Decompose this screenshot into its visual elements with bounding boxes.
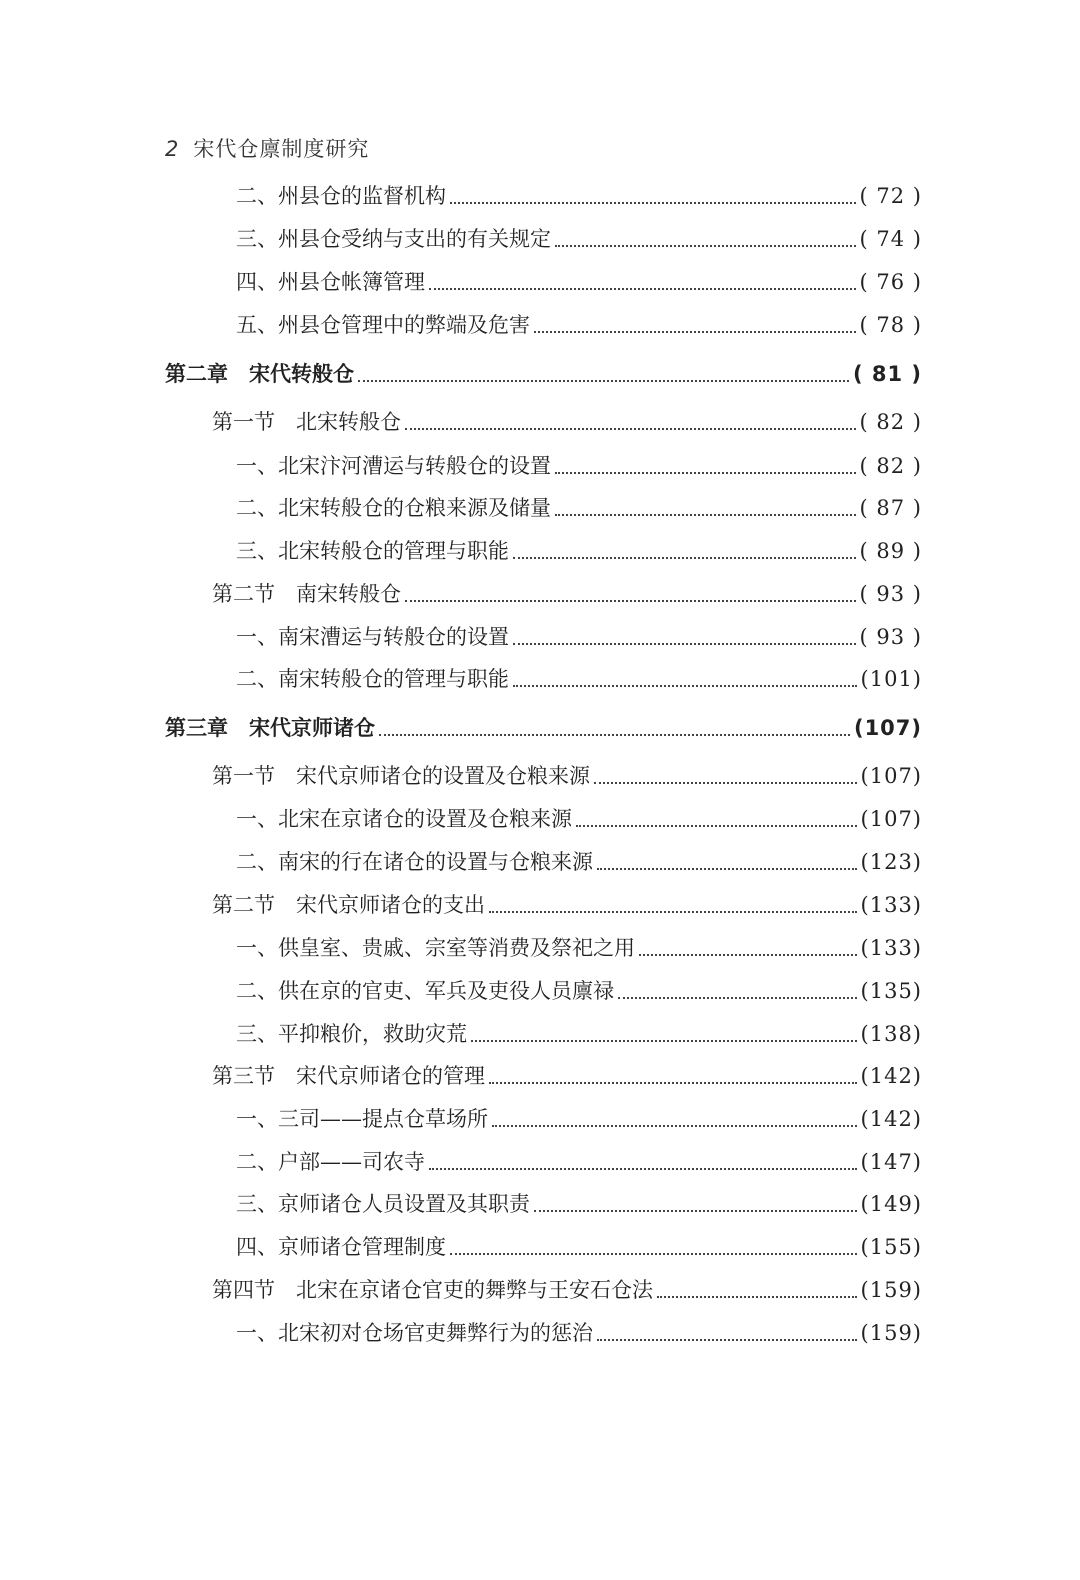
toc-entry-item — [236, 1142, 922, 1182]
toc-entry-item — [236, 305, 922, 345]
toc-entry-item — [236, 1014, 922, 1054]
toc-entry-page: (159) — [860, 1278, 922, 1302]
dot-leader — [379, 733, 850, 736]
dot-leader — [513, 556, 856, 559]
toc-entry-page: (133) — [860, 936, 922, 960]
dot-leader — [597, 867, 857, 870]
toc-entry-item — [236, 928, 922, 968]
dot-leader — [555, 244, 856, 247]
toc-entry-title: 第三章 宋代京师诸仓 — [165, 716, 375, 740]
toc-entry-section — [212, 574, 922, 614]
toc-entry-title: 三、州县仓受纳与支出的有关规定 — [236, 227, 551, 251]
dot-leader — [429, 287, 856, 290]
toc-entry-item — [236, 799, 922, 839]
toc-entry-item — [236, 617, 922, 657]
dot-leader — [594, 781, 857, 784]
dot-leader — [534, 330, 856, 333]
toc-entry-title: 一、供皇室、贵戚、宗室等消费及祭祀之用 — [236, 936, 635, 960]
running-header — [165, 133, 369, 163]
dot-leader — [555, 513, 856, 516]
toc-entry-page: (142) — [860, 1107, 922, 1131]
toc-entry-item — [236, 262, 922, 302]
toc-entry-title: 第四节 北宋在京诸仓官吏的舞弊与王安石仓法 — [212, 1278, 653, 1302]
toc-entry-page: ( 89 ) — [859, 539, 922, 563]
toc-entry-page: ( 78 ) — [859, 313, 922, 337]
toc-entry-item — [236, 971, 922, 1011]
toc-entry-item — [236, 531, 922, 571]
toc-entry-title: 三、京师诸仓人员设置及其职责 — [236, 1192, 530, 1216]
toc-entry-item — [236, 446, 922, 486]
toc-entry-page: (107) — [860, 807, 922, 831]
dot-leader — [471, 1039, 857, 1042]
toc-entry-page: (147) — [860, 1150, 922, 1174]
book-title: 宋代仓廪制度研究 — [193, 137, 370, 161]
toc-entry-item — [236, 1184, 922, 1224]
toc-entry-section — [212, 885, 922, 925]
toc-entry-title: 一、北宋汴河漕运与转般仓的设置 — [236, 454, 551, 478]
dot-leader — [597, 1338, 857, 1341]
toc-entry-title: 四、州县仓帐簿管理 — [236, 270, 425, 294]
toc-entry-title: 四、京师诸仓管理制度 — [236, 1235, 446, 1259]
toc-entry-chapter — [165, 708, 922, 748]
toc-entry-title: 二、供在京的官吏、军兵及吏役人员廪禄 — [236, 979, 614, 1003]
toc-entry-title: 三、北宋转般仓的管理与职能 — [236, 539, 509, 563]
toc-entry-title: 二、户部——司农寺 — [236, 1150, 425, 1174]
toc-entry-item — [236, 1099, 922, 1139]
toc-entry-section — [212, 756, 922, 796]
toc-entry-title: 二、州县仓的监督机构 — [236, 184, 446, 208]
dot-leader — [639, 953, 857, 956]
dot-leader — [489, 1081, 857, 1084]
toc-entry-page: (133) — [860, 893, 922, 917]
toc-entry-title: 一、北宋初对仓场官吏舞弊行为的惩治 — [236, 1321, 593, 1345]
toc-entry-page: ( 74 ) — [859, 227, 922, 251]
toc-entry-chapter — [165, 354, 922, 394]
toc-entry-title: 一、南宋漕运与转般仓的设置 — [236, 625, 509, 649]
toc-entry-page: ( 82 ) — [859, 454, 922, 478]
toc-entry-title: 第二节 宋代京师诸仓的支出 — [212, 893, 485, 917]
toc-entry-title: 二、南宋转般仓的管理与职能 — [236, 667, 509, 691]
toc-entry-page: ( 72 ) — [859, 184, 922, 208]
toc-entry-page: ( 93 ) — [859, 625, 922, 649]
toc-entry-item — [236, 219, 922, 259]
dot-leader — [492, 1124, 857, 1127]
toc-entry-page: (101) — [860, 667, 922, 691]
toc-entry-page: (159) — [860, 1321, 922, 1345]
toc-entry-section — [212, 402, 922, 442]
dot-leader — [555, 471, 856, 474]
toc-entry-page: (155) — [860, 1235, 922, 1259]
dot-leader — [429, 1167, 857, 1170]
dot-leader — [450, 201, 856, 204]
toc-entry-page: ( 81 ) — [852, 362, 922, 386]
dot-leader — [513, 642, 856, 645]
toc-entry-page: (123) — [860, 850, 922, 874]
toc-entry-title: 二、北宋转般仓的仓粮来源及储量 — [236, 496, 551, 520]
toc-entry-title: 三、平抑粮价，救助灾荒 — [236, 1022, 467, 1046]
toc-entry-item — [236, 842, 922, 882]
toc-entry-page: (107) — [860, 764, 922, 788]
dot-leader — [450, 1252, 857, 1255]
toc-entry-section — [212, 1056, 922, 1096]
dot-leader — [657, 1295, 857, 1298]
toc-entry-title: 第一节 北宋转般仓 — [212, 410, 401, 434]
toc-entry-title: 第一节 宋代京师诸仓的设置及仓粮来源 — [212, 764, 590, 788]
dot-leader — [576, 824, 857, 827]
toc-entry-title: 第三节 宋代京师诸仓的管理 — [212, 1064, 485, 1088]
toc-entry-page: (138) — [860, 1022, 922, 1046]
toc-entry-page: ( 93 ) — [859, 582, 922, 606]
dot-leader — [513, 684, 857, 687]
toc-entry-page: ( 87 ) — [859, 496, 922, 520]
toc-entry-title: 五、州县仓管理中的弊端及危害 — [236, 313, 530, 337]
dot-leader — [358, 379, 849, 382]
dot-leader — [405, 599, 856, 602]
toc-entry-item — [236, 659, 922, 699]
toc-entry-title: 一、北宋在京诸仓的设置及仓粮来源 — [236, 807, 572, 831]
toc-entry-title: 一、三司——提点仓草场所 — [236, 1107, 488, 1131]
toc-entry-title: 第二章 宋代转般仓 — [165, 362, 354, 386]
toc-entry-title: 第二节 南宋转般仓 — [212, 582, 401, 606]
dot-leader — [405, 427, 856, 430]
toc-entry-page: (149) — [860, 1192, 922, 1216]
toc-entry-item — [236, 1313, 922, 1353]
toc-entry-section — [212, 1270, 922, 1310]
toc-entry-item — [236, 176, 922, 216]
toc-entry-page: (142) — [860, 1064, 922, 1088]
toc-entry-title: 二、南宋的行在诸仓的设置与仓粮来源 — [236, 850, 593, 874]
page-number: 2 — [165, 137, 180, 161]
toc-entry-page: ( 76 ) — [859, 270, 922, 294]
dot-leader — [489, 910, 857, 913]
toc-entry-page: (107) — [853, 716, 922, 740]
dot-leader — [534, 1209, 857, 1212]
toc-entry-item — [236, 488, 922, 528]
toc-entry-page: (135) — [860, 979, 922, 1003]
toc-entry-item — [236, 1227, 922, 1267]
toc-entry-page: ( 82 ) — [859, 410, 922, 434]
dot-leader — [618, 996, 857, 999]
